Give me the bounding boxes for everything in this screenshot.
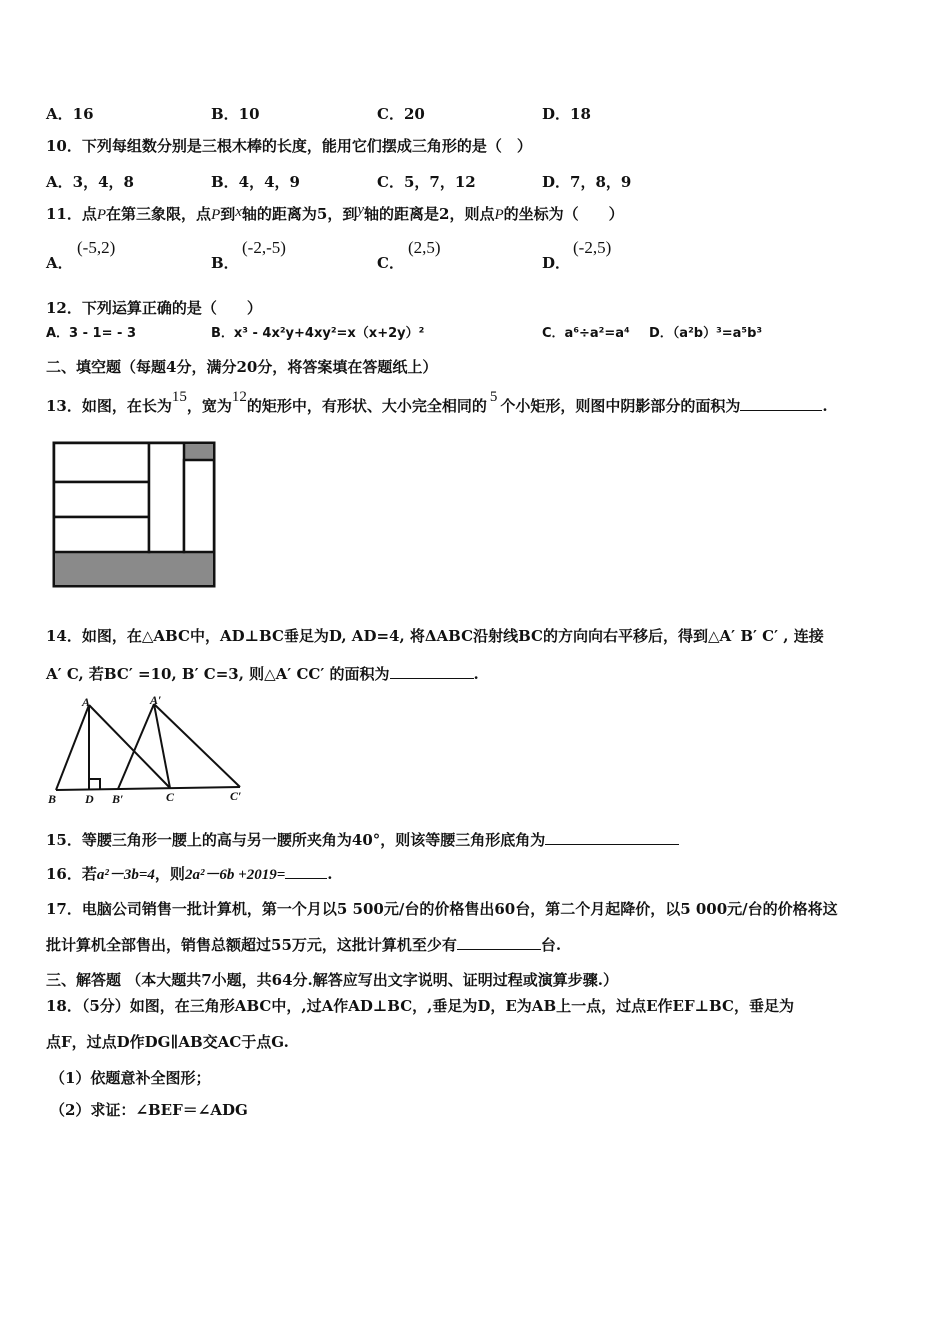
side-ac xyxy=(89,705,170,788)
q9-option-d: D．18 xyxy=(542,105,591,123)
q11-stem: 11．点P在第三象限，点P到x轴的距离为5，到y轴的距离是2，则点P的坐标为（ ） xyxy=(46,202,624,223)
q18-sub1: （1）依题意补全图形； xyxy=(50,1069,211,1087)
q11-value-c: (2,5) xyxy=(408,238,441,257)
q12-option-c: C．a⁶÷a²=a⁴ xyxy=(542,326,630,341)
small-rectangle-4 xyxy=(149,443,184,552)
q17-line2: 批计算机全部售出，销售总额超过55万元，这批计算机至少有 台. xyxy=(46,936,562,954)
label-a: A xyxy=(82,695,91,709)
right-angle-mark xyxy=(89,779,100,789)
label-c-prime: C′ xyxy=(230,789,242,803)
side-a-prime-b-prime xyxy=(118,704,154,789)
q9-option-b: B．10 xyxy=(211,105,260,123)
side-ab xyxy=(56,705,89,790)
q10-option-a: A．3，4，8 xyxy=(46,173,134,191)
q16-stem: 16．若a²－3b=4，则2a²－6b +2019= . xyxy=(46,865,333,883)
label-d: D xyxy=(85,792,94,806)
q11-value-d: (-2,5) xyxy=(573,238,612,257)
q11-label-d: D． xyxy=(542,254,571,272)
q11-label-c: C． xyxy=(377,254,404,272)
q14-line1: 14．如图，在△ABC中，AD⊥BC垂足为D, AD=4, 将ΔABC沿射线BC的方向向右平移后，得到△A′ B′ C′ , 连接 xyxy=(46,627,824,645)
label-b: B xyxy=(48,792,57,806)
shaded-bottom-region xyxy=(54,552,214,586)
q12-option-a: A．3 - 1= - 3 xyxy=(46,326,136,341)
q12-option-b: B．x³ - 4x²y+4xy²=x（x+2y）² xyxy=(211,326,425,341)
baseline-bc xyxy=(56,787,240,790)
q18-line2: 点F，过点D作DG∥AB交AC于点G. xyxy=(46,1033,289,1051)
q10-stem: 10．下列每组数分别是三根木棒的长度，能用它们摆成三角形的是（ ） xyxy=(46,137,532,155)
q9-option-a: A．16 xyxy=(46,105,94,123)
shaded-corner-region xyxy=(184,443,214,460)
q11-value-b: (-2,-5) xyxy=(242,238,286,257)
small-rectangle-1 xyxy=(54,443,149,482)
q11-label-b: B． xyxy=(211,254,239,272)
q10-option-b: B．4，4，9 xyxy=(211,173,300,191)
small-rectangle-5 xyxy=(184,460,214,552)
section3-heading: 三、解答题 （本大题共7小题，共64分.解答应写出文字说明、证明过程或演算步骤.） xyxy=(46,971,618,989)
label-c: C xyxy=(166,790,175,804)
q12-stem: 12．下列运算正确的是（ ） xyxy=(46,299,262,317)
small-rectangle-2 xyxy=(54,482,149,517)
q10-option-d: D．7，8，9 xyxy=(542,173,632,191)
q11-label-a: A． xyxy=(46,254,73,272)
q18-line1: 18．（5分）如图，在三角形ABC中，,过A作AD⊥BC，,垂足为D，E为AB上一点，过点E作EF⊥BC，垂足为 xyxy=(46,997,794,1015)
q11-value-a: (-5,2) xyxy=(77,238,116,257)
q9-option-c: C．20 xyxy=(377,105,425,123)
label-a-prime: A′ xyxy=(150,693,162,707)
q15-stem: 15．等腰三角形一腰上的高与另一腰所夹角为40°，则该等腰三角形底角为 xyxy=(46,830,679,850)
q12-option-d: D．（a²b）³=a⁵b³ xyxy=(649,326,763,341)
q13-rectangle-figure xyxy=(50,440,218,590)
q17-line1: 17．电脑公司销售一批计算机，第一个月以5 500元/台的价格售出60台，第二个月起降价，以5 000元/台的价格将这 xyxy=(46,900,838,918)
small-rectangle-3 xyxy=(54,517,149,552)
q14-line2: A′ C, 若BC′ =10, B′ C=3, 则△A′ CC′ 的面积为 . xyxy=(46,665,479,683)
q10-option-c: C．5，7，12 xyxy=(377,173,476,191)
section2-heading: 二、填空题（每题4分，满分20分，将答案填在答题纸上） xyxy=(46,358,438,376)
q18-sub2: （2）求证：∠BEF＝∠ADG xyxy=(50,1101,248,1119)
label-b-prime: B′ xyxy=(112,792,124,806)
q13-stem: 13．如图，在长为15，宽为12的矩形中，有形状、大小完全相同的 5 个小矩形，则图中阴影部分的面积为 . xyxy=(46,389,828,415)
q14-triangle-figure xyxy=(44,692,250,810)
